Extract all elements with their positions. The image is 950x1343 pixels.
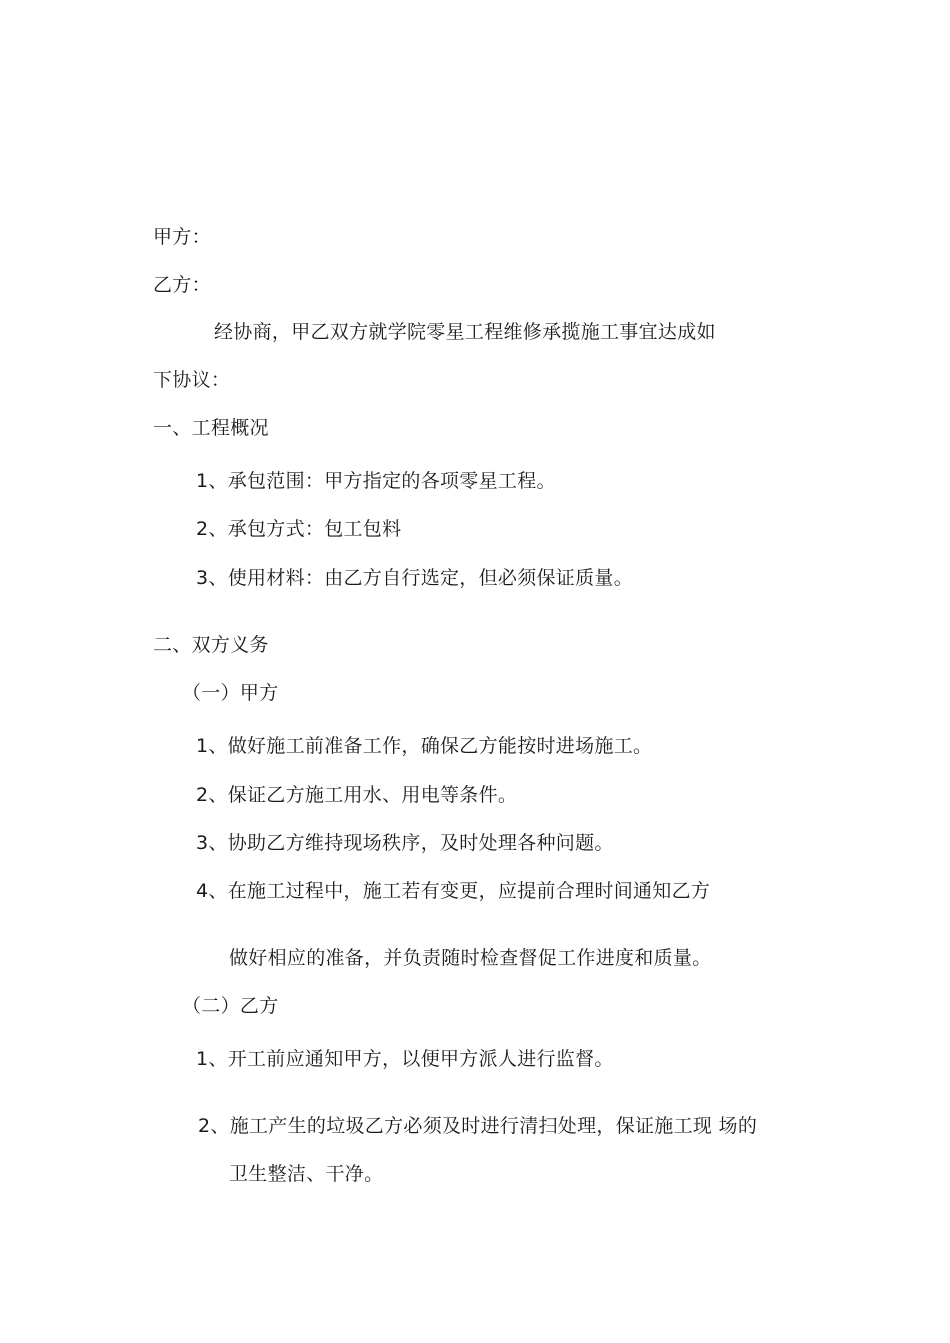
party-a-obligation-item: 3、协助乙方维持现场秩序，及时处理各种问题。 [196,832,614,854]
party-a-obligation-item: 2、保证乙方施工用水、用电等条件。 [196,784,518,806]
section-2-heading: 二、双方义务 [153,634,269,656]
party-a-obligations-heading: （一）甲方 [182,682,279,704]
party-a-obligation-item: 4、在施工过程中，施工若有变更，应提前合理时间通知乙方 [196,880,711,902]
party-b-label: 乙方： [153,274,211,296]
section-1-heading: 一、工程概况 [153,417,269,439]
party-b-obligation-item-continuation: 卫生整洁、干净。 [229,1163,384,1185]
party-b-obligation-item: 1、开工前应通知甲方，以便甲方派人进行监督。 [196,1048,614,1070]
party-a-obligation-item-continuation: 做好相应的准备，并负责随时检查督促工作进度和质量。 [229,947,712,969]
intro-paragraph-line-2: 下协议： [153,369,231,391]
section-1-item: 1、承包范围：甲方指定的各项零星工程。 [196,470,556,492]
party-a-label: 甲方： [153,226,211,248]
party-b-obligation-item: 2、施工产生的垃圾乙方必须及时进行清扫处理，保证施工现 场的 [198,1115,758,1137]
party-b-obligations-heading: （二）乙方 [182,995,279,1017]
intro-paragraph-line-1: 经协商，甲乙双方就学院零星工程维修承揽施工事宜达成如 [214,321,716,343]
section-1-item: 3、使用材料：由乙方自行选定，但必须保证质量。 [196,567,633,589]
section-1-item: 2、承包方式：包工包料 [196,518,402,540]
party-a-obligation-item: 1、做好施工前准备工作，确保乙方能按时进场施工。 [196,735,653,757]
